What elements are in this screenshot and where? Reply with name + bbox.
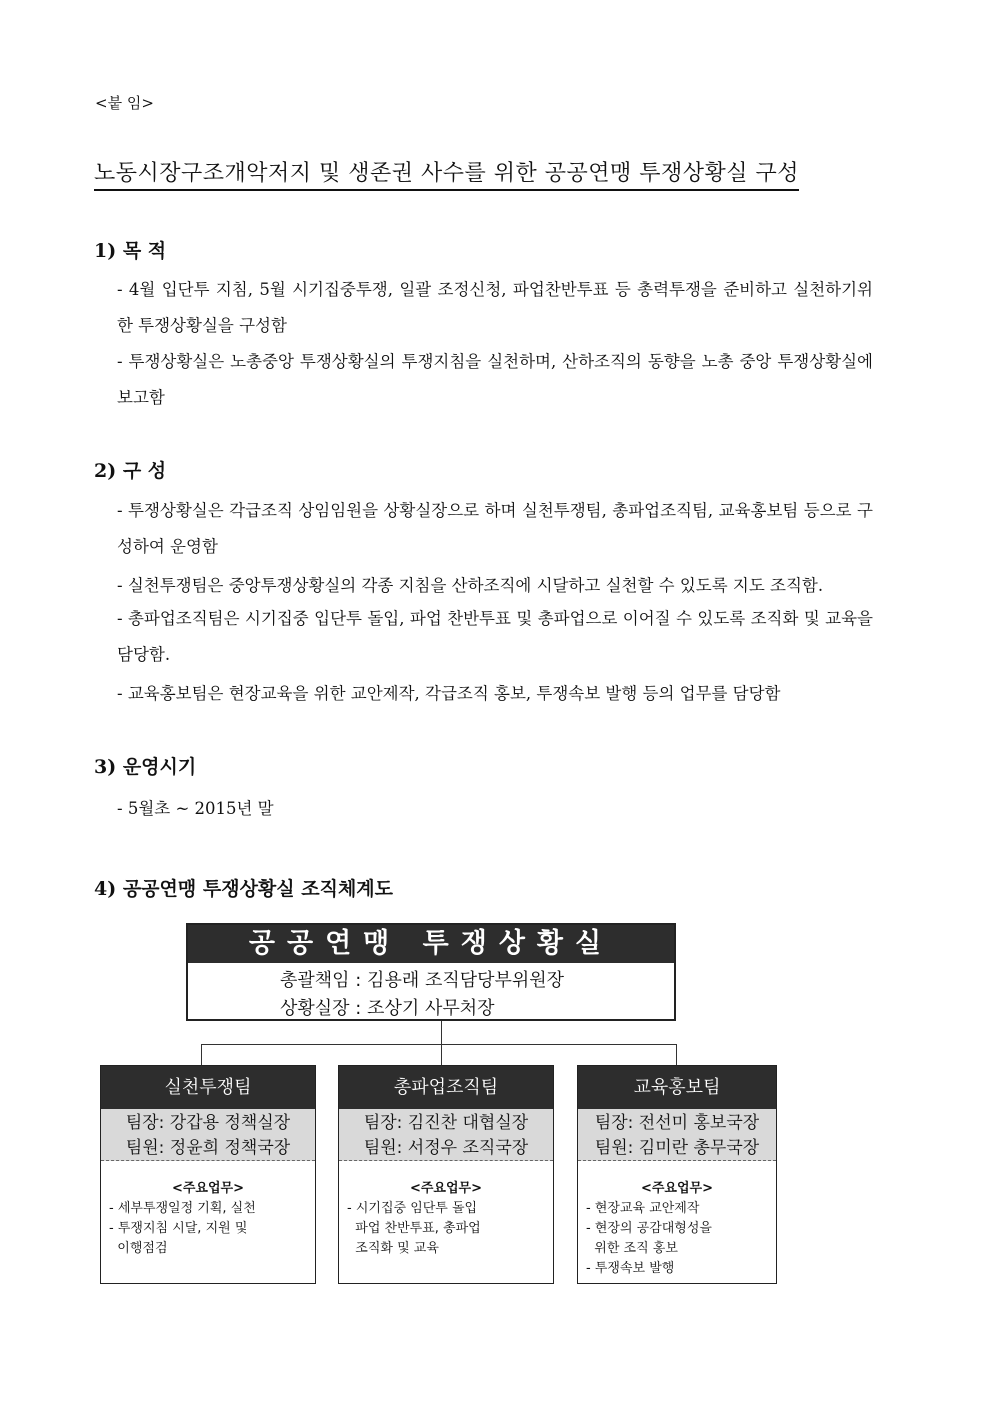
team-duties <box>101 1161 315 1259</box>
section-2-item-1: - 투쟁상황실은 각급조직 상임임원을 상황실장으로 하며 실천투쟁팀, 총파업조직팀, 교육홍보팀 등으로 구성하여 운영함 <box>117 501 873 556</box>
org-chart-top-box <box>186 923 676 1021</box>
team-members <box>578 1109 776 1161</box>
team-member: 팀원: 정윤희 정책국장 <box>125 1138 291 1158</box>
team-box-practice <box>100 1065 316 1284</box>
document-title: 노동시장구조개악저지 및 생존권 사수를 위한 공공연맹 투쟁상황실 구성 <box>94 156 799 191</box>
team-duties <box>578 1161 776 1279</box>
team-box-education <box>577 1065 777 1284</box>
duty-item: - 세부투쟁일정 기획, 실천 <box>109 1201 256 1216</box>
section-2-item-4: - 교육홍보팀은 현장교육을 위한 교안제작, 각급조직 홍보, 투쟁속보 발행 등의 업무를 담당함 <box>117 684 781 703</box>
team-leader: 팀장: 전선미 홍보국장 <box>594 1113 760 1133</box>
connector-right <box>676 1044 677 1065</box>
section-1-item-2: - 투쟁상황실은 노총중앙 투쟁상황실의 투쟁지침을 실천하며, 산하조직의 동향을 노총 중앙 투쟁상황실에 보고함 <box>117 352 873 407</box>
attachment-label: <붙 임> <box>95 94 154 112</box>
org-chart-title: 공공연맹 투쟁상황실 <box>188 925 674 963</box>
connector-vertical <box>441 1021 442 1045</box>
section-3-item-1: - 5월초 ~ 2015년 말 <box>117 799 274 818</box>
org-chart-line-2: 상황실장 : 조상기 사무처장 <box>280 998 495 1019</box>
org-chart-line-1: 총괄책임 : 김용래 조직담당부위원장 <box>280 970 565 991</box>
duties-heading: <주요업무> <box>640 1181 714 1196</box>
team-members <box>339 1109 553 1161</box>
section-2-heading: 2) 구 성 <box>94 460 167 482</box>
section-2-item-3: - 총파업조직팀은 시기집중 입단투 돌입, 파업 찬반투표 및 총파업으로 이어질 수 있도록 조직화 및 교육을 담당함. <box>117 609 873 664</box>
duty-item: - 투쟁지침 시달, 지원 및 <box>109 1221 248 1236</box>
team-members <box>101 1109 315 1161</box>
duties-heading: <주요업무> <box>171 1181 245 1196</box>
duty-item: - 투쟁속보 발행 <box>586 1261 675 1276</box>
section-3-heading: 3) 운영시기 <box>94 756 197 778</box>
team-member: 팀원: 김미란 총무국장 <box>594 1138 760 1158</box>
duty-item: 파업 찬반투표, 총파업 <box>347 1221 481 1236</box>
team-name: 총파업조직팀 <box>339 1066 553 1109</box>
duty-item: 조직화 및 교육 <box>347 1241 439 1256</box>
team-leader: 팀장: 강갑용 정책실장 <box>125 1113 291 1133</box>
team-leader: 팀장: 김진찬 대협실장 <box>363 1113 529 1133</box>
duty-item: - 현장의 공감대형성을 <box>586 1221 712 1236</box>
section-1-heading: 1) 목 적 <box>94 240 167 262</box>
duty-item: - 시기집중 임단투 돌입 <box>347 1201 478 1216</box>
team-name: 실천투쟁팀 <box>101 1066 315 1109</box>
duty-item: 위한 조직 홍보 <box>586 1241 678 1256</box>
duties-heading: <주요업무> <box>409 1181 483 1196</box>
team-box-strike <box>338 1065 554 1284</box>
team-name: 교육홍보팀 <box>578 1066 776 1109</box>
duty-item: 이행점검 <box>109 1241 168 1256</box>
team-member: 팀원: 서정우 조직국장 <box>363 1138 529 1158</box>
connector-middle <box>441 1044 442 1065</box>
connector-left <box>201 1044 202 1065</box>
duty-item: - 현장교육 교안제작 <box>586 1201 700 1216</box>
section-4-heading: 4) 공공연맹 투쟁상황실 조직체계도 <box>94 878 394 900</box>
section-1-item-1: - 4월 입단투 지침, 5월 시기집중투쟁, 일괄 조정신청, 파업찬반투표 등 총력투쟁을 준비하고 실천하기위한 투쟁상황실을 구성함 <box>117 280 873 335</box>
section-2-item-2: - 실천투쟁팀은 중앙투쟁상황실의 각종 지침을 산하조직에 시달하고 실천할 수 있도록 지도 조직함. <box>117 576 824 595</box>
team-duties <box>339 1161 553 1259</box>
connector-horizontal <box>201 1044 677 1045</box>
